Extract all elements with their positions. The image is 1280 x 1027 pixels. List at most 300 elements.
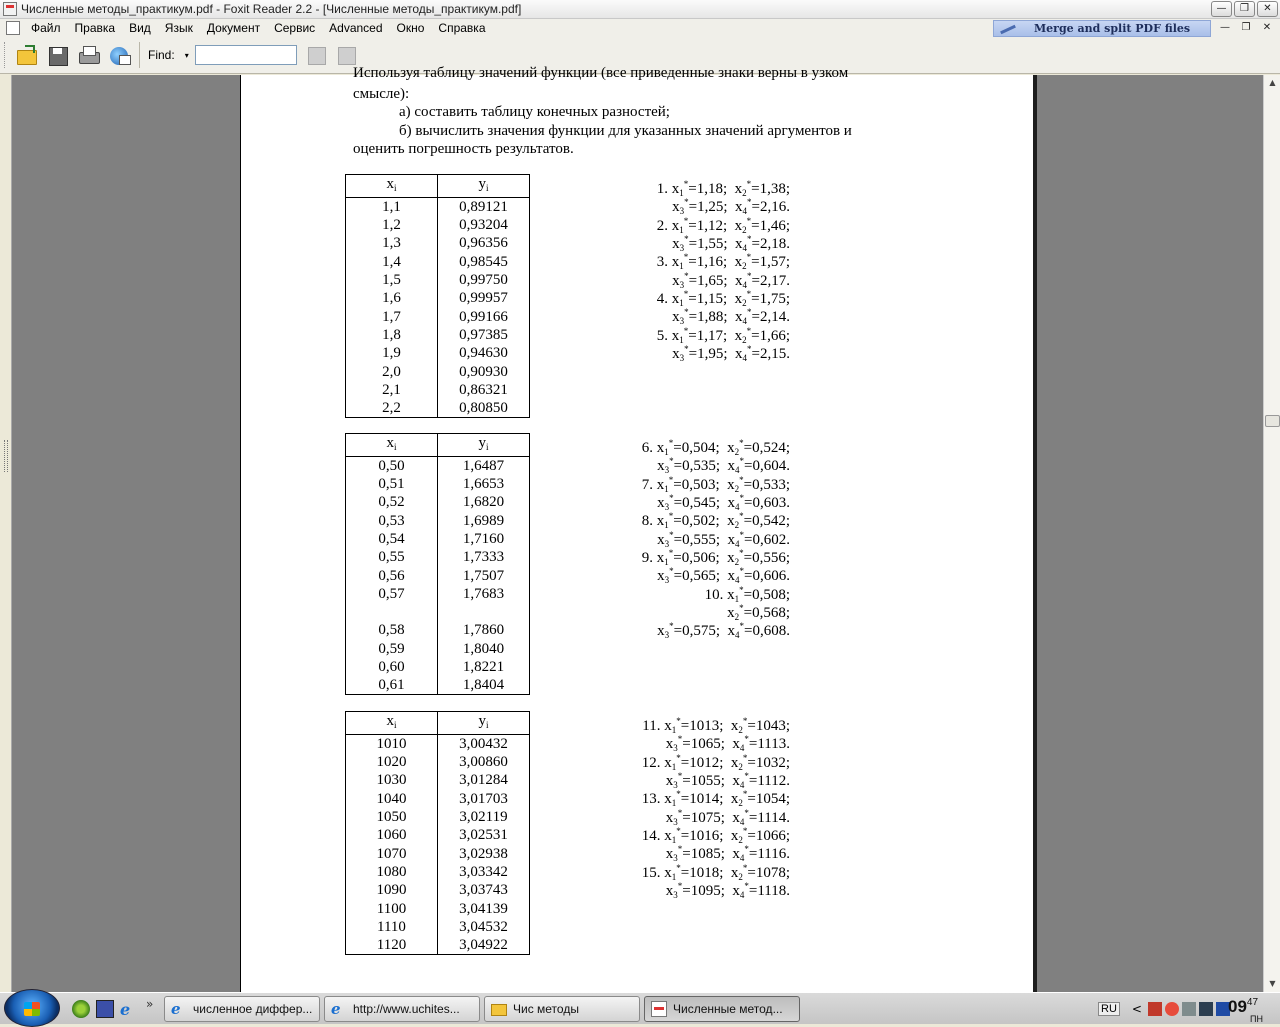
- menu-file[interactable]: Файл: [31, 21, 61, 35]
- variable-index: 4: [735, 502, 740, 513]
- variant-number: 8.: [641, 513, 653, 530]
- variable-index: 1: [679, 188, 684, 198]
- star-superscript: *: [744, 771, 749, 782]
- cell-x: 0,50: [346, 457, 438, 476]
- variable-index: 2: [742, 334, 747, 345]
- menu-tools[interactable]: Сервис: [274, 21, 316, 35]
- star-superscript: *: [746, 325, 752, 336]
- table-row: [346, 881, 530, 899]
- variable-value: 1014: [689, 791, 720, 808]
- variable-x: x: [730, 828, 739, 845]
- variable-index: 4: [735, 630, 740, 641]
- variable-value: 1,75: [759, 291, 786, 308]
- variable-value: 1,25: [697, 199, 724, 216]
- variable-x: x: [656, 476, 665, 493]
- taskbar-button-foxit[interactable]: [644, 996, 800, 1022]
- variant-line: $x_3^*=1,25$; $x_4^*=2,16$.: [672, 197, 790, 217]
- variable-x: x: [671, 181, 680, 197]
- variable-x: x: [732, 736, 740, 753]
- star-superscript: *: [744, 881, 749, 892]
- task-label: Численные метод...: [673, 1002, 783, 1016]
- variable-value: 1,55: [697, 236, 724, 253]
- system-tray: [1098, 993, 1233, 1025]
- star-superscript: *: [746, 289, 752, 300]
- menu-language[interactable]: Язык: [164, 21, 193, 35]
- variable-index: 4: [739, 816, 745, 827]
- find-input[interactable]: [195, 45, 297, 65]
- table-row: [346, 548, 530, 566]
- variable-value: 0,535: [682, 458, 716, 475]
- language-indicator[interactable]: RU: [1098, 1002, 1120, 1016]
- variant-line: $x_3^*=1075$; $x_4^*=1114$.: [665, 807, 790, 827]
- variants-block-2: [561, 434, 790, 641]
- variable-value: 0,524: [752, 440, 786, 456]
- variable-x: x: [672, 236, 680, 253]
- variable-value: 1,57: [759, 254, 786, 271]
- variable-value: 1,88: [697, 309, 724, 326]
- open-folder-icon[interactable]: [13, 42, 40, 69]
- menu-view[interactable]: Вид: [129, 21, 151, 35]
- doc-close-button[interactable]: ✕: [1262, 22, 1272, 33]
- star-superscript: *: [746, 252, 752, 263]
- cell-y: 0,99166: [459, 308, 508, 325]
- cell-y: 3,02938: [459, 845, 508, 862]
- variable-value: 0,542: [752, 513, 786, 530]
- variant-line: $x_3^*=0,555$; $x_4^*=0,602$.: [657, 529, 790, 549]
- cell-x: 0,51: [346, 475, 438, 493]
- cell-x: 1,9: [346, 344, 438, 362]
- variable-index: 2: [734, 520, 740, 531]
- clock[interactable]: [1228, 997, 1263, 1024]
- variable-index: 2: [738, 761, 743, 772]
- variable-x: x: [727, 440, 735, 456]
- table-row: [346, 603, 530, 621]
- antivirus-icon[interactable]: [1148, 1002, 1162, 1016]
- navigation-pane-collapsed[interactable]: [0, 75, 12, 992]
- variable-value: 1066: [755, 828, 786, 845]
- table-row: [346, 271, 530, 289]
- cell-x: 0,57: [346, 585, 438, 603]
- variable-value: 1043: [755, 718, 786, 734]
- table-row: [346, 844, 530, 862]
- star-superscript: *: [739, 493, 745, 504]
- variable-value: 2,15: [760, 346, 787, 363]
- star-superscript: *: [746, 179, 752, 189]
- variable-index: 3: [679, 316, 685, 327]
- document-viewport: [0, 65, 1280, 992]
- cell-x: 1,5: [346, 271, 438, 289]
- variants-block-3: [561, 712, 790, 901]
- cell-y: 3,04922: [459, 936, 508, 953]
- table-row: [346, 676, 530, 695]
- variable-index: 3: [673, 853, 678, 864]
- table-row: [346, 399, 530, 418]
- variable-index: 1: [679, 334, 684, 345]
- variable-x: x: [665, 846, 674, 863]
- variable-value: 0,565: [682, 568, 716, 585]
- variable-index: 1: [664, 557, 669, 568]
- variable-index: 3: [673, 890, 678, 901]
- menu-advanced[interactable]: Advanced: [329, 21, 383, 35]
- table-row: [346, 362, 530, 380]
- variant-line: $x_3^*=0,535$; $x_4^*=0,604$.: [657, 456, 790, 476]
- variable-index: 3: [664, 630, 670, 641]
- variant-line: 11. $x_1^*=1013$; $x_2^*=1043$;: [642, 716, 790, 735]
- table-row: [346, 918, 530, 936]
- table-row: [346, 639, 530, 657]
- variable-index: 3: [664, 575, 670, 586]
- vertical-scrollbar[interactable]: [1263, 75, 1280, 992]
- cell-x: 2,2: [346, 399, 438, 418]
- column-header-y: [438, 175, 530, 198]
- variable-x: x: [727, 531, 736, 548]
- quicklaunch-save-icon[interactable]: [96, 1000, 114, 1018]
- variable-value: 1,17: [696, 327, 723, 344]
- cell-y: 0,96356: [459, 235, 508, 252]
- variable-x: x: [657, 568, 665, 585]
- cell-y: 0,94630: [459, 345, 508, 362]
- cell-x: [346, 603, 438, 621]
- variable-index: 1: [671, 725, 677, 735]
- variable-x: x: [664, 754, 672, 771]
- variant-line: 14. $x_1^*=1016$; $x_2^*=1066$;: [641, 826, 790, 846]
- variable-x: x: [727, 568, 736, 585]
- variable-value: 1013: [689, 718, 720, 734]
- variant-line: 7. $x_1^*=0,503$; $x_2^*=0,533$;: [641, 474, 790, 494]
- variant-line: $x_3^*=1055$; $x_4^*=1112$.: [665, 771, 790, 791]
- variable-x: x: [665, 773, 674, 790]
- variable-x: x: [734, 181, 743, 197]
- toolbar-separator: [139, 42, 140, 68]
- variable-index: 2: [742, 188, 747, 198]
- scroll-up-icon[interactable]: ▲: [1269, 78, 1276, 87]
- variable-index: 2: [742, 261, 747, 272]
- variable-value: 1,18: [696, 181, 723, 197]
- menu-window[interactable]: Окно: [396, 21, 425, 35]
- star-superscript: *: [676, 752, 681, 763]
- variable-x: x: [727, 623, 736, 640]
- star-superscript: *: [683, 179, 689, 189]
- minimize-button[interactable]: —: [1211, 1, 1232, 17]
- cell-y: 3,03342: [459, 863, 508, 880]
- variable-value: 0,603: [752, 495, 787, 512]
- star-superscript: *: [684, 197, 689, 208]
- taskbar-button-ie-2[interactable]: [324, 996, 480, 1022]
- variable-index: 3: [664, 502, 670, 513]
- variable-index: 4: [739, 780, 745, 791]
- cell-x: 1120: [346, 936, 438, 955]
- email-icon[interactable]: [106, 42, 133, 69]
- menu-edit[interactable]: Правка: [74, 21, 116, 35]
- variable-value: 0,502: [681, 513, 716, 530]
- star-superscript: *: [676, 862, 681, 873]
- menu-help[interactable]: Справка: [438, 21, 486, 35]
- variable-index: 2: [742, 298, 747, 309]
- header-symbol: y: [478, 176, 486, 192]
- merge-split-banner[interactable]: [993, 20, 1211, 37]
- table-row: [346, 326, 530, 344]
- cell-y: 1,8221: [462, 658, 505, 675]
- header-subscript: i: [485, 442, 489, 452]
- values-table-2: [345, 433, 530, 695]
- header-symbol: x: [386, 176, 394, 192]
- security-icon[interactable]: [1165, 1002, 1179, 1016]
- star-superscript: *: [683, 289, 689, 300]
- cell-y: 0,99957: [459, 290, 508, 307]
- variable-x: x: [730, 864, 739, 881]
- cell-x: 1,7: [346, 307, 438, 325]
- cell-y: 3,02119: [459, 809, 508, 826]
- cell-x: 1020: [346, 753, 438, 771]
- star-superscript: *: [742, 826, 748, 837]
- cell-x: 1,2: [346, 216, 438, 234]
- variant-number: 7.: [641, 476, 653, 493]
- variable-x: x: [664, 791, 672, 808]
- cell-y: 3,01284: [459, 772, 508, 789]
- save-icon[interactable]: [44, 42, 71, 69]
- table-row: [346, 585, 530, 603]
- cell-y: 3,04139: [459, 900, 508, 917]
- maximize-button[interactable]: ❐: [1234, 1, 1255, 17]
- table-row: [346, 493, 530, 511]
- variable-index: 3: [673, 816, 678, 827]
- window-controls: [1211, 1, 1278, 17]
- variants-block-1: [561, 175, 790, 364]
- star-superscript: *: [669, 493, 674, 504]
- tray-expand-icon[interactable]: <: [1131, 1002, 1142, 1016]
- toolbar-grip[interactable]: [4, 42, 7, 68]
- folder-icon: [491, 1004, 507, 1016]
- variant-number: 3.: [656, 254, 668, 271]
- variable-value: 1085: [690, 846, 721, 863]
- cell-x: 0,52: [346, 493, 438, 511]
- window-title: Численные методы_практикум.pdf - Foxit Reader 2.2 - [Численные методы_практикум.pdf]: [21, 2, 522, 16]
- table-row: [346, 253, 530, 271]
- scroll-down-icon[interactable]: ▼: [1269, 979, 1276, 988]
- cell-y: 0,80850: [459, 399, 508, 416]
- star-superscript: *: [669, 621, 674, 632]
- quicklaunch-app-icon[interactable]: [72, 1000, 90, 1018]
- table-row: [346, 381, 530, 399]
- star-superscript: *: [742, 862, 748, 873]
- variable-x: x: [657, 623, 665, 640]
- start-button[interactable]: [4, 989, 60, 1027]
- variant-line: $x_3^*=0,545$; $x_4^*=0,603$.: [657, 493, 790, 513]
- variable-index: 1: [671, 761, 677, 772]
- variant-number: 9.: [641, 550, 653, 567]
- star-superscript: *: [684, 270, 689, 281]
- variable-x: x: [727, 476, 735, 493]
- arrow-icon: [998, 22, 1020, 36]
- cell-y: 3,04532: [459, 918, 508, 935]
- variable-index: 2: [738, 725, 743, 735]
- cell-x: 0,56: [346, 566, 438, 584]
- variant-line: 2. $x_1^*=1,12$; $x_2^*=1,46$;: [656, 215, 790, 235]
- task-item-b: [353, 122, 938, 158]
- taskbar-button-folder[interactable]: [484, 996, 640, 1022]
- variable-x: x: [732, 773, 740, 790]
- cell-y: 1,7333: [462, 549, 505, 566]
- variable-value: 1,66: [759, 327, 786, 344]
- variable-value: 1,12: [696, 217, 723, 234]
- doc-minimize-button[interactable]: —: [1220, 22, 1230, 33]
- star-superscript: *: [747, 197, 752, 208]
- table-row: [346, 753, 530, 771]
- variant-line: $x_3^*=1065$; $x_4^*=1113$.: [665, 734, 790, 754]
- variable-x: x: [672, 346, 680, 363]
- cell-y: 0,90930: [459, 363, 508, 380]
- cell-x: 1050: [346, 808, 438, 826]
- variant-line: $x_3^*=1,95$; $x_4^*=2,15$.: [672, 344, 790, 364]
- star-superscript: *: [668, 438, 674, 448]
- variable-x: x: [735, 199, 743, 216]
- star-superscript: *: [684, 344, 689, 355]
- variable-x: x: [734, 327, 743, 344]
- cell-y: 0,89121: [459, 199, 508, 215]
- quicklaunch-more-icon[interactable]: »: [146, 997, 154, 1011]
- star-superscript: *: [683, 325, 689, 336]
- table-row: [346, 530, 530, 548]
- print-icon[interactable]: [75, 42, 102, 69]
- header-subscript: i: [393, 720, 397, 730]
- doc-restore-button[interactable]: ❐: [1241, 22, 1251, 33]
- header-subscript: i: [393, 442, 397, 452]
- foxit-app-icon[interactable]: [3, 2, 17, 16]
- star-superscript: *: [739, 584, 744, 595]
- table-header-row: [346, 175, 530, 198]
- variable-index: 4: [735, 538, 740, 549]
- variant-line: 3. $x_1^*=1,16$; $x_2^*=1,57$;: [656, 252, 790, 272]
- variable-index: 4: [742, 279, 748, 290]
- cell-y: 3,01703: [459, 790, 508, 807]
- variable-index: 1: [679, 298, 684, 309]
- variant-line: 10. $x_1^*=0,508$;: [704, 584, 790, 604]
- variable-value: 0,555: [682, 531, 716, 548]
- intro-line-cut: Используя таблицу значений функции (все приведенные знаки верны в узком: [353, 65, 849, 81]
- star-superscript: *: [747, 270, 752, 281]
- variable-x: x: [672, 272, 680, 289]
- variable-index: 2: [738, 798, 743, 809]
- variant-line: $x_3^*=0,575$; $x_4^*=0,608$.: [657, 621, 790, 641]
- table-row: [346, 808, 530, 826]
- find-dropdown-icon[interactable]: ▾: [184, 50, 189, 60]
- cell-y: 3,02531: [459, 827, 508, 844]
- variable-value: 1,38: [759, 181, 786, 197]
- variable-value: 1065: [690, 736, 721, 753]
- variable-value: 0,506: [681, 550, 716, 567]
- cell-y: 3,00860: [459, 754, 508, 771]
- find-next-icon[interactable]: [335, 44, 357, 66]
- clock-minutes: 47: [1246, 997, 1259, 1008]
- menu-document[interactable]: Документ: [206, 21, 261, 35]
- variable-value: 1075: [690, 809, 721, 826]
- variable-index: 3: [679, 206, 685, 217]
- star-superscript: *: [739, 603, 744, 614]
- taskbar-button-ie-1[interactable]: [164, 996, 320, 1022]
- cell-y: 1,6820: [462, 494, 505, 511]
- table-row: [346, 344, 530, 362]
- star-superscript: *: [677, 807, 683, 818]
- variable-x: x: [727, 605, 735, 622]
- variant-line: 1. $x_1^*=1,18$; $x_2^*=1,38$;: [656, 179, 790, 198]
- cell-x: 1070: [346, 844, 438, 862]
- pane-splitter-grip[interactable]: [4, 440, 8, 472]
- variable-index: 1: [664, 447, 669, 457]
- table-row: [346, 899, 530, 917]
- variable-x: x: [657, 458, 665, 475]
- column-header-y: [438, 434, 530, 457]
- star-superscript: *: [684, 307, 689, 318]
- cell-x: 0,53: [346, 512, 438, 530]
- variant-number: 1.: [656, 181, 668, 197]
- cell-y: 1,7160: [462, 531, 505, 548]
- star-superscript: *: [739, 511, 744, 522]
- variant-number: 2.: [656, 217, 668, 234]
- variable-index: 3: [679, 353, 685, 364]
- variable-index: 4: [735, 465, 740, 476]
- variable-value: 0,545: [682, 495, 716, 512]
- cell-x: 1080: [346, 863, 438, 881]
- variable-index: 1: [679, 224, 684, 235]
- variable-value: 1116: [757, 846, 787, 863]
- cell-y: 1,7683: [462, 585, 505, 602]
- variable-value: 1095: [690, 883, 721, 900]
- variable-x: x: [735, 309, 743, 326]
- cell-x: 1060: [346, 826, 438, 844]
- variant-number: 4.: [656, 291, 668, 308]
- column-header-x: [346, 434, 438, 457]
- quicklaunch-ie-icon[interactable]: e: [120, 1000, 131, 1019]
- variant-line: 4. $x_1^*=1,15$; $x_2^*=1,75$;: [656, 289, 790, 309]
- variable-index: 1: [671, 871, 677, 882]
- cell-x: 1,4: [346, 253, 438, 271]
- cell-y: 1,7507: [462, 567, 505, 584]
- variable-x: x: [671, 217, 680, 234]
- column-header-x: [346, 712, 438, 735]
- star-superscript: *: [677, 734, 683, 745]
- merge-split-label: Merge and split PDF files: [1034, 22, 1191, 35]
- cell-y: 1,8040: [462, 640, 505, 657]
- document-window-controls: [1216, 21, 1276, 35]
- cell-y: 0,98545: [459, 253, 508, 270]
- scroll-thumb[interactable]: [1265, 415, 1280, 427]
- star-superscript: *: [747, 307, 752, 318]
- variable-value: 1113: [757, 736, 787, 753]
- variable-value: 2,17: [760, 272, 787, 289]
- find-previous-icon[interactable]: [305, 44, 327, 66]
- variable-value: 0,602: [752, 531, 787, 548]
- network-icon[interactable]: [1199, 1002, 1213, 1016]
- values-table-1: [345, 174, 530, 418]
- variable-x: x: [727, 586, 735, 603]
- variable-index: 2: [738, 835, 743, 846]
- cell-y: 1,6487: [462, 458, 505, 474]
- cell-x: 1,6: [346, 289, 438, 307]
- star-superscript: *: [668, 511, 674, 522]
- variable-index: 4: [742, 316, 748, 327]
- variant-number: 12.: [641, 754, 661, 771]
- variant-line: 15. $x_1^*=1018$; $x_2^*=1078$;: [641, 862, 790, 882]
- variant-line: 6. $x_1^*=0,504$; $x_2^*=0,524$;: [641, 438, 790, 457]
- volume-icon[interactable]: [1182, 1002, 1196, 1016]
- ie-icon: e: [331, 1000, 341, 1018]
- document-icon[interactable]: [6, 21, 20, 35]
- variable-x: x: [734, 291, 743, 308]
- variable-x: x: [657, 495, 665, 512]
- task-item-a: а) составить таблицу конечных разностей;: [399, 104, 670, 120]
- variable-value: 2,14: [760, 309, 787, 326]
- close-button[interactable]: ✕: [1257, 1, 1278, 17]
